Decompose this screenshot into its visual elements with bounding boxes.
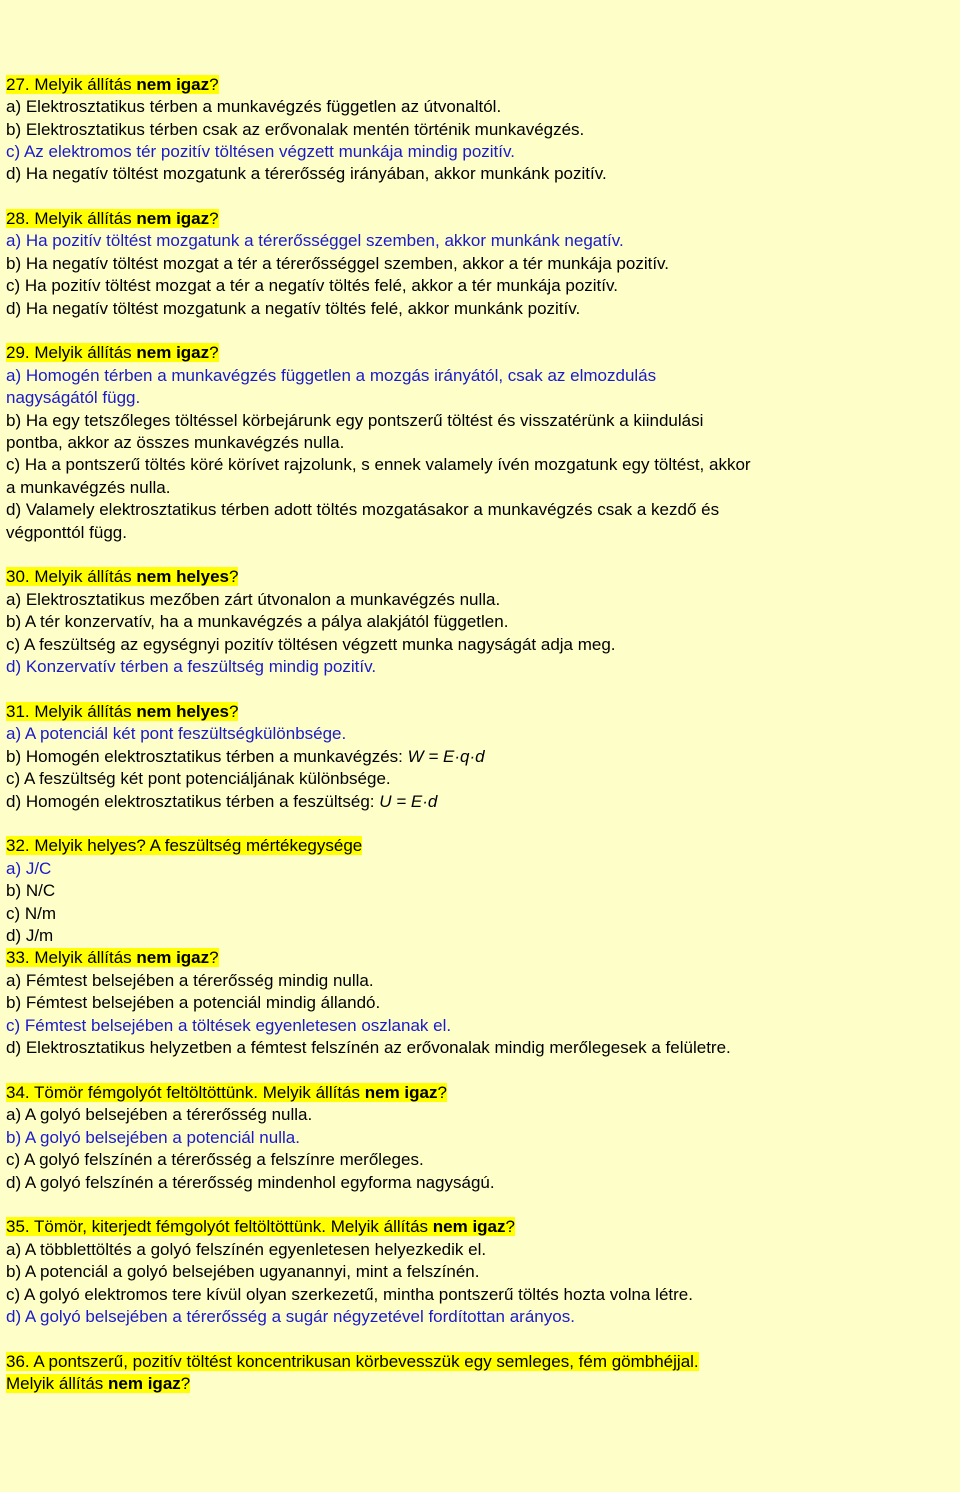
question-35-option-a: a) A többlettöltés a golyó felszínén egyenletesen helyezkedik el.	[6, 1240, 487, 1259]
question-31-option-b: b) Homogén elektrosztatikus térben a munkavégzés: W = E·q·d	[6, 747, 485, 766]
question-30-option-a: a) Elektrosztatikus mezőben zárt útvonalon a munkavégzés nulla.	[6, 590, 501, 609]
question-35-title: 35. Tömör, kiterjedt fémgolyót feltöltöttünk. Melyik állítás nem igaz?	[6, 1217, 515, 1236]
question-31-option-c: c) A feszültség két pont potenciáljának különbsége.	[6, 769, 391, 788]
question-32-option-a: a) J/C	[6, 859, 52, 878]
question-36-title: 36. A pontszerű, pozitív töltést koncentrikusan körbevesszük egy semleges, fém gömbhéjjal.	[6, 1352, 699, 1371]
question-29-option-d: d) Valamely elektrosztatikus térben adott töltés mozgatásakor a munkavégzés csak a kezdő és	[6, 500, 720, 519]
question-29-title: 29. Melyik állítás nem igaz?	[6, 343, 219, 362]
question-28-title: 28. Melyik állítás nem igaz?	[6, 209, 219, 228]
question-33-title: 33. Melyik állítás nem igaz?	[6, 948, 219, 967]
voltage-formula: U = E·d	[379, 792, 438, 811]
question-29-option-a-cont: nagyságától függ.	[6, 388, 141, 407]
question-29-option-c: c) Ha a pontszerű töltés köré körívet rajzolunk, s ennek valamely ívén mozgatunk egy töltést, akkor	[6, 455, 751, 474]
question-32-option-c: c) N/m	[6, 904, 57, 923]
question-29-option-d-cont: végponttól függ.	[6, 523, 127, 542]
question-29-option-b: b) Ha egy tetszőleges töltéssel körbejárunk egy pontszerű töltést és visszatérünk a kiindulási	[6, 411, 704, 430]
question-27-option-c: c) Az elektromos tér pozitív töltésen végzett munkája mindig pozitív.	[6, 142, 515, 161]
question-30-title: 30. Melyik állítás nem helyes?	[6, 567, 239, 586]
question-27-option-b: b) Elektrosztatikus térben csak az erővonalak mentén történik munkavégzés.	[6, 120, 585, 139]
question-34-option-a: a) A golyó belsejében a térerősség nulla.	[6, 1105, 313, 1124]
work-formula: W = E·q·d	[407, 747, 485, 766]
question-31-option-d: d) Homogén elektrosztatikus térben a feszültség: U = E·d	[6, 792, 438, 811]
question-34-option-c: c) A golyó felszínén a térerősség a felszínre merőleges.	[6, 1150, 424, 1169]
question-34-option-b: b) A golyó belsejében a potenciál nulla.	[6, 1128, 300, 1147]
question-33-option-b: b) Fémtest belsejében a potenciál mindig állandó.	[6, 993, 381, 1012]
question-30-option-c: c) A feszültség az egységnyi pozitív töltésen végzett munka nagyságát adja meg.	[6, 635, 616, 654]
question-28-option-c: c) Ha pozitív töltést mozgat a tér a negatív töltés felé, akkor a tér munkája pozitív.	[6, 276, 618, 295]
question-27-option-a: a) Elektrosztatikus térben a munkavégzés független az útvonaltól.	[6, 97, 502, 116]
question-29-option-a: a) Homogén térben a munkavégzés független a mozgás irányától, csak az elmozdulás	[6, 366, 657, 385]
question-30-option-d: d) Konzervatív térben a feszültség mindig pozitív.	[6, 657, 377, 676]
question-30-option-b: b) A tér konzervatív, ha a munkavégzés a pálya alakjától független.	[6, 612, 509, 631]
question-35-option-b: b) A potenciál a golyó belsejében ugyanannyi, mint a felszínén.	[6, 1262, 480, 1281]
question-31-title: 31. Melyik állítás nem helyes?	[6, 702, 239, 721]
question-29-option-b-cont: pontba, akkor az összes munkavégzés nulla.	[6, 433, 345, 452]
question-28-option-a: a) Ha pozitív töltést mozgatunk a térerősséggel szemben, akkor munkánk negatív.	[6, 231, 624, 250]
question-31-option-a: a) A potenciál két pont feszültségkülönbsége.	[6, 724, 347, 743]
question-33-option-d: d) Elektrosztatikus helyzetben a fémtest felszínén az erővonalak mindig merőlegesek a felületre.	[6, 1038, 731, 1057]
question-36-title-cont: Melyik állítás nem igaz?	[6, 1374, 191, 1393]
question-32-title: 32. Melyik helyes? A feszültség mértékegysége	[6, 836, 363, 855]
question-34-option-d: d) A golyó felszínén a térerősség mindenhol egyforma nagyságú.	[6, 1173, 495, 1192]
question-27-title: 27. Melyik állítás nem igaz?	[6, 75, 219, 94]
question-28-option-d: d) Ha negatív töltést mozgatunk a negatív töltés felé, akkor munkánk pozitív.	[6, 299, 581, 318]
question-32-option-d: d) J/m	[6, 926, 54, 945]
question-35-option-c: c) A golyó elektromos tere kívül olyan szerkezetű, mintha pontszerű töltés hozta volna létre.	[6, 1285, 693, 1304]
question-29-option-c-cont: a munkavégzés nulla.	[6, 478, 171, 497]
question-32-option-b: b) N/C	[6, 881, 56, 900]
question-34-title: 34. Tömör fémgolyót feltöltöttünk. Melyik állítás nem igaz?	[6, 1083, 447, 1102]
question-33-option-c: c) Fémtest belsejében a töltések egyenletesen oszlanak el.	[6, 1016, 452, 1035]
question-27-option-d: d) Ha negatív töltést mozgatunk a térerősség irányában, akkor munkánk pozitív.	[6, 164, 607, 183]
question-28-option-b: b) Ha negatív töltést mozgat a tér a térerősséggel szemben, akkor a tér munkája pozitív.	[6, 254, 670, 273]
question-35-option-d: d) A golyó belsejében a térerősség a sugár négyzetével fordítottan arányos.	[6, 1307, 575, 1326]
question-33-option-a: a) Fémtest belsejében a térerősség mindig nulla.	[6, 971, 374, 990]
